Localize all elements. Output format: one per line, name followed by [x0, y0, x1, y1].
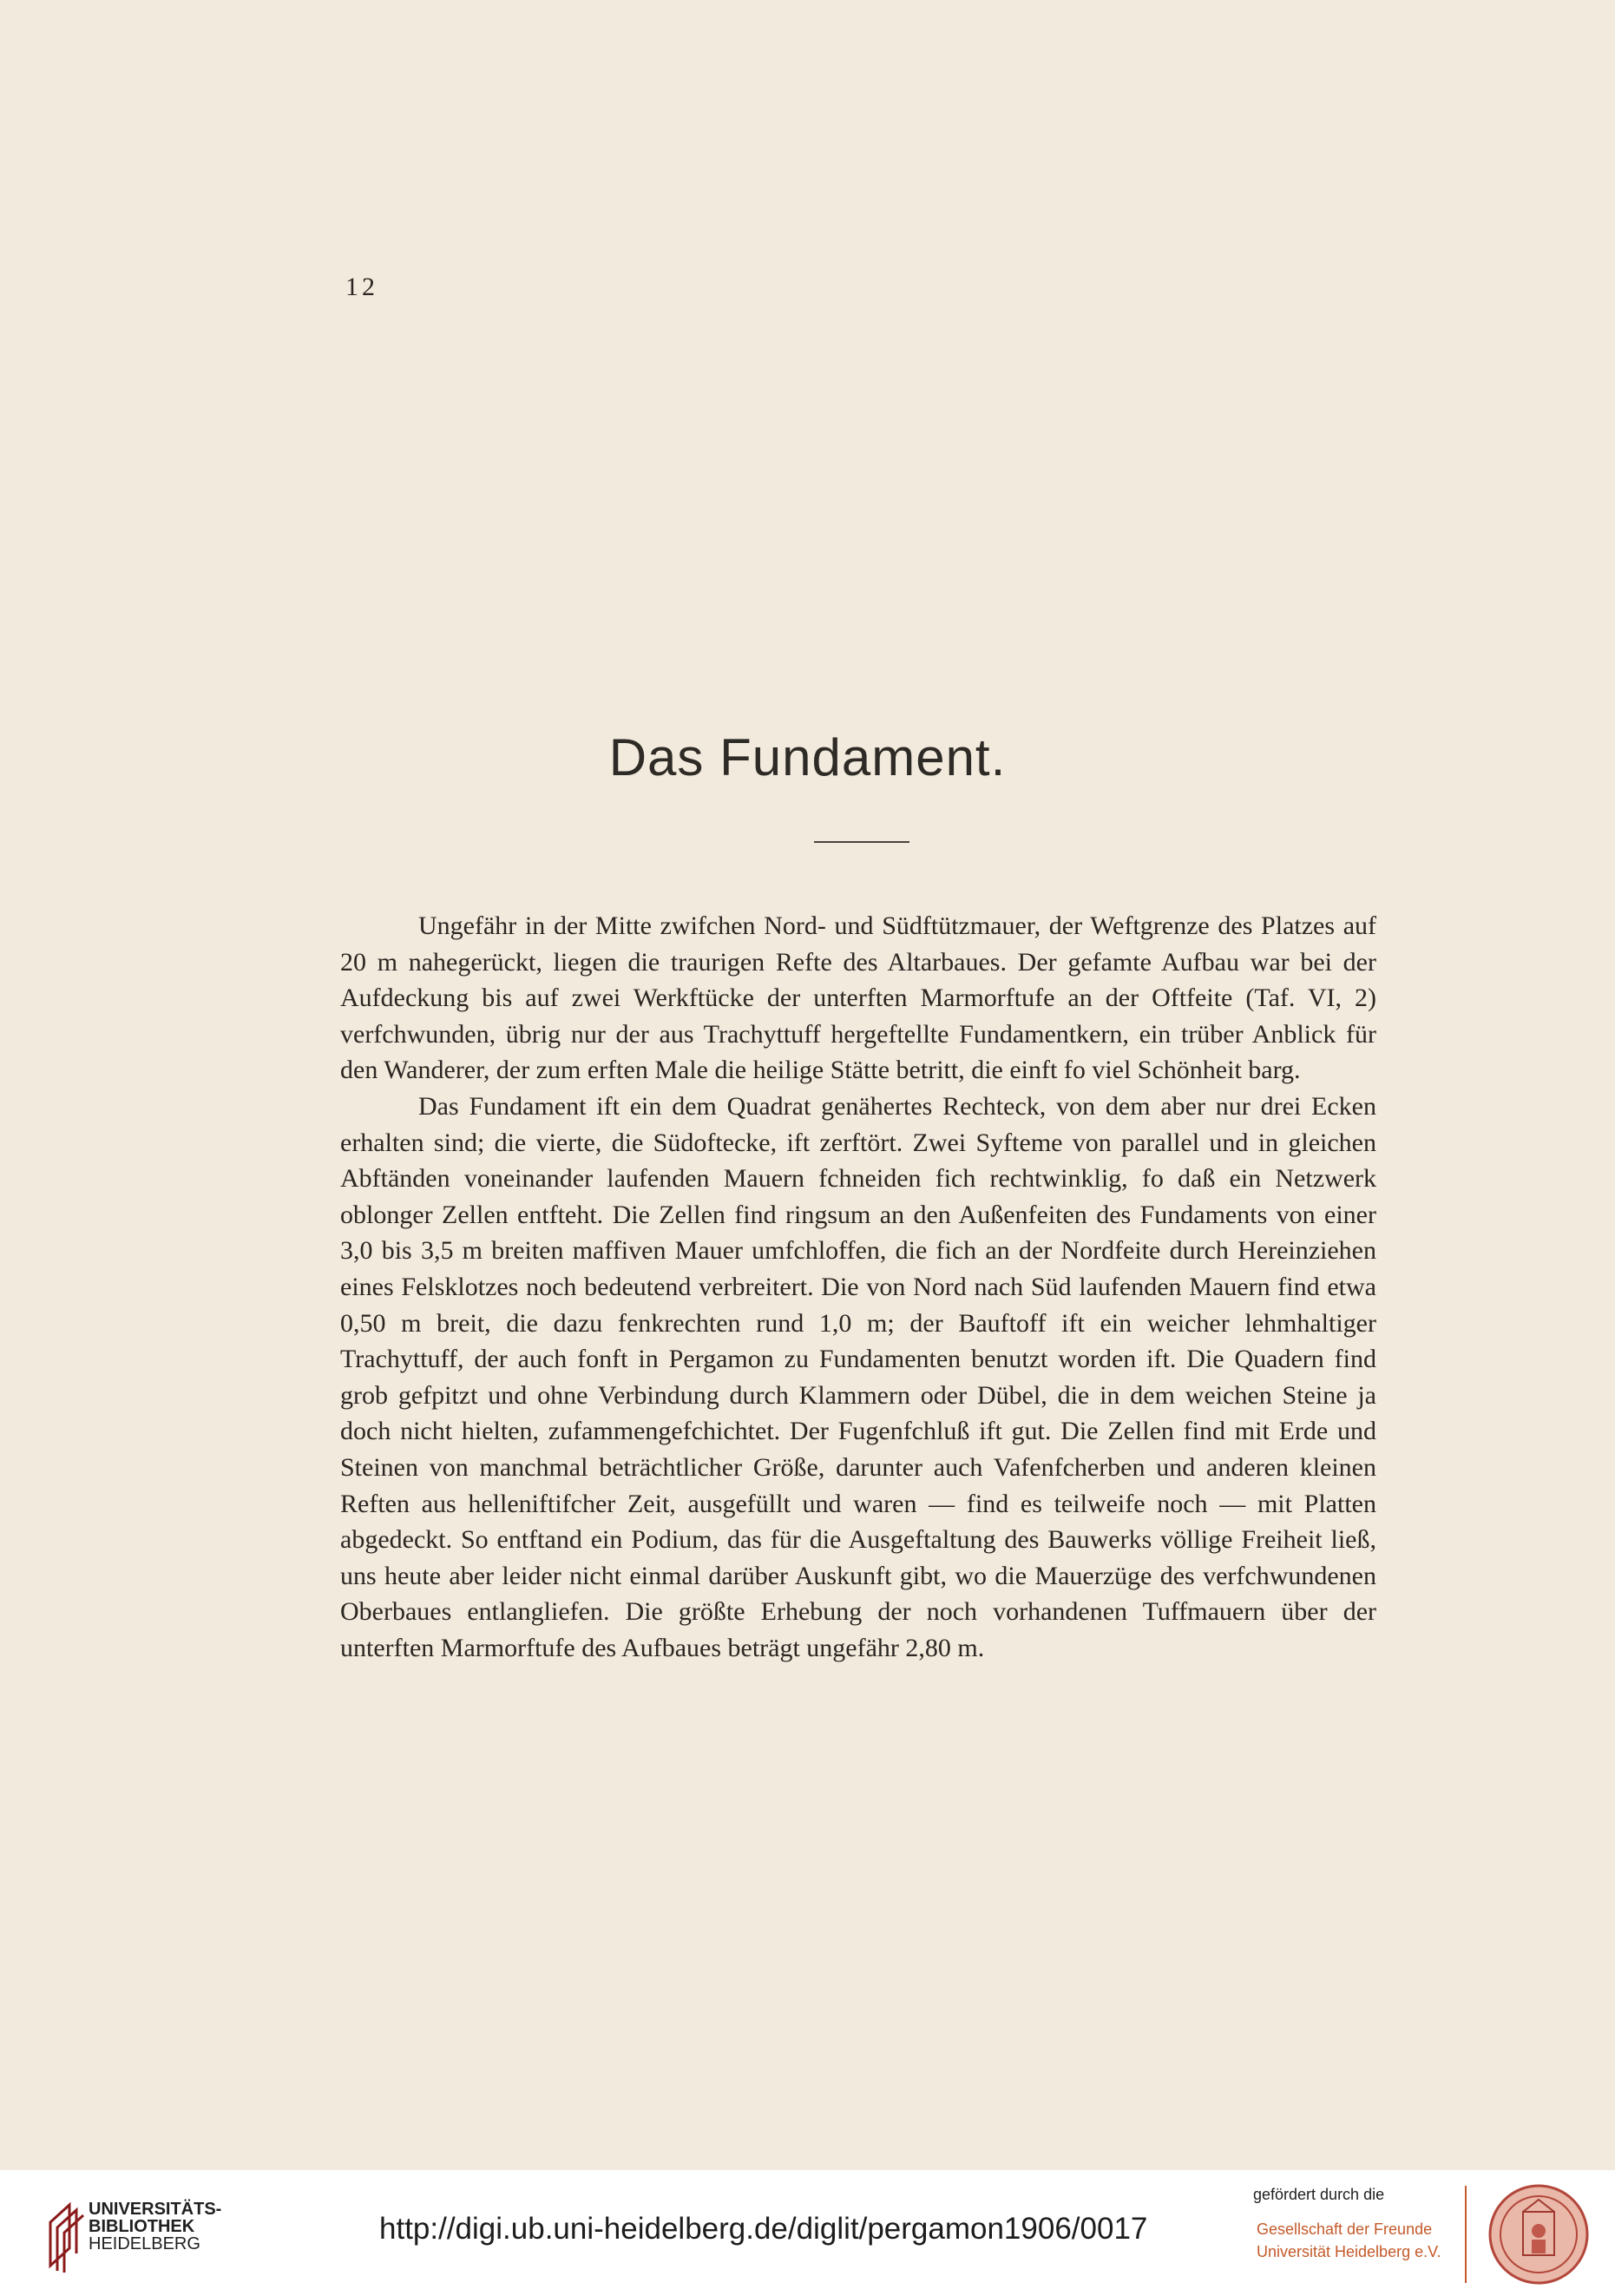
page-number: 12 — [345, 273, 378, 301]
footer-divider — [1465, 2186, 1467, 2283]
sponsor-name-line: Gesellschaft der Freunde — [1257, 2220, 1433, 2238]
body-text — [340, 908, 1376, 1666]
library-name-line: BIBLIOTHEK — [89, 2217, 195, 2236]
library-name-line: UNIVERSITÄTS- — [89, 2200, 222, 2219]
footer-bar — [0, 2170, 1615, 2296]
paragraph: Ungefähr in der Mitte zwifchen Nord- und Südftützmauer, der Weftgrenze des Platzes auf 20 m nahegerückt, liegen die traurigen Refte des Altarbaues. Der gefamte Aufbau war bei der Aufdeckung bis auf zwei Werkftücke der unterften Marmorftufe an der Oftfeite (Taf. VI, 2) verfchwunden, übrig nur der aus Trachyttuff hergeftellte Fundamentkern, ein trüber Anblick für den Wanderer, der zum erften Male die heilige Stätte betritt, die einft fo viel Schönheit barg. — [340, 911, 1376, 1085]
permalink-url[interactable]: http://digi.ub.uni-heidelberg.de/diglit/pergamon1906/0017 — [379, 2212, 1148, 2246]
chapter-title: Das Fundament. — [608, 728, 1007, 786]
university-seal-icon[interactable] — [1487, 2182, 1591, 2286]
paragraph: Das Fundament ift ein dem Quadrat genähertes Rechteck, von dem aber nur drei Ecken erhalten sind; die vierte, die Südoftecke, ift zerftört. Zwei Syfteme von parallel und in gleichen Abftänden voneinander laufenden Mauern fchneiden fich rechtwinklig, fo daß ein Netzwerk oblonger Zellen entfteht. Die Zellen find ringsum an den Außenfeiten des Fundaments von einer 3,0 bis 3,5 m breiten maffiven Mauer umfchloffen, die fich an der Nordfeite durch Hereinziehen eines Felsklotzes noch bedeutend verbreitert. Die von Nord nach Süd laufenden Mauern find etwa 0,50 m breit, die dazu fenkrechten rund 1,0 m; der Bauftoff ift ein weicher lehmhaltiger Trachyttuff, der auch fonft in Pergamon zu Fundamenten benutzt worden ift. Die Quadern find grob gefpitzt und ohne Verbindung durch Klammern oder Dübel, die in dem weichen Steine ja doch nicht hielten, zufammengefchichtet. Der Fugenfchluß ift gut. Die Zellen find mit Erde und Steinen von manchmal beträchtlicher Größe, darunter auch Vafenfcherben und anderen kleinen Reften aus helleniftifcher Zeit, ausgefüllt und waren — find es teilweife noch — mit Platten abgedeckt. So entftand ein Podium, das für die Ausgeftaltung des Bauwerks völlige Freiheit ließ, uns heute aber leider nicht einmal darüber Auskunft gibt, wo die Mauerzüge des verfchwundenen Oberbaues entlangliefen. Die größte Erhebung der noch vorhandenen Tuffmauern über der unterften Marmorftufe des Aufbaues beträgt ungefähr 2,80 m. — [340, 1091, 1376, 1662]
sponsor-name[interactable] — [1257, 2218, 1441, 2263]
library-name-line: HEIDELBERG — [89, 2234, 200, 2253]
sponsor-name-line: Universität Heidelberg e.V. — [1257, 2243, 1441, 2260]
title-divider — [814, 841, 909, 843]
library-logo-icon[interactable] — [43, 2196, 95, 2274]
sponsor-caption: gefördert durch die — [1253, 2186, 1385, 2203]
library-name[interactable] — [89, 2201, 221, 2253]
